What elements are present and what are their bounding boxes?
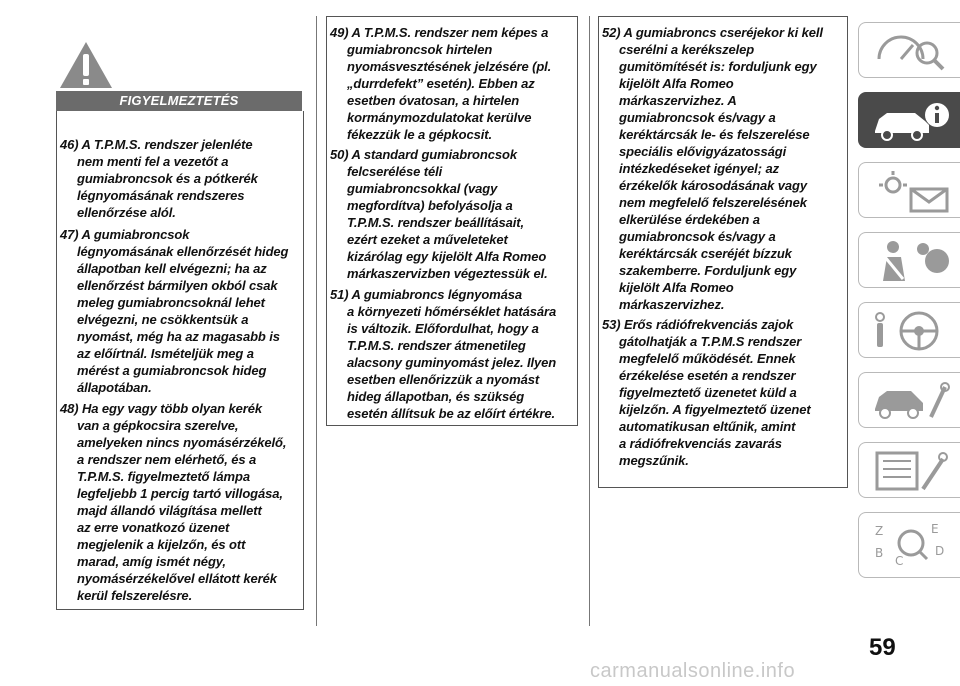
watermark: carmanualsonline.info — [590, 660, 796, 682]
tab-emergency[interactable] — [858, 372, 960, 428]
svg-text:E: E — [931, 522, 939, 536]
warning-item-51: 51) A gumiabroncs légnyomása a környezeti hőmérséklet hatására is változik. Előfordulhat, hogy a T.P.M.S. rendszer átmenetileg alacsony guminyomást jelez. Ilyen esetben ellenőrizzük a nyomást hideg állapotban, és szükség esetén állítsuk be az előírt értékre. — [330, 287, 557, 421]
warning-lights-envelope-icon — [871, 169, 951, 213]
tab-index[interactable] — [858, 512, 960, 578]
tab-safety[interactable] — [858, 232, 960, 288]
warning-item-49: 49) A T.P.M.S. rendszer nem képes a gumiabroncsok hirtelen nyomásvesztésének jelzésére (pl. „durrdefekt” esetén). Ebben az esetben óvatosan, a hirtelen kormánymozdulatokat kerülve fékezzük le a gépkocsit. — [330, 25, 552, 142]
tab-lights-messages[interactable] — [858, 162, 960, 218]
svg-text:Z: Z — [875, 524, 884, 538]
warning-item-47: 47) A gumiabroncsok légnyomásának ellenőrzését hideg állapotban kell elvégezni; ha az ellenőrzést bármilyen okból csak meleg gumiabroncsoknál lehet elvégezni, ne csökkentsük a nyomást, még ha az magasabb is az előírtnál. Ismételjük meg a mérést a gumiabroncsok hideg állapotában. — [60, 227, 289, 395]
tab-maintenance[interactable] — [858, 442, 960, 498]
speedometer-search-icon — [871, 29, 951, 73]
tab-dashboard[interactable] — [858, 22, 960, 78]
warning-item-46: 46) A T.P.M.S. rendszer jelenléte nem menti fel a vezetőt a gumiabroncsok és a pótkerék légnyomásának rendszeres ellenőrzése alól. — [60, 137, 258, 220]
alphabet-index-icon — [871, 521, 951, 565]
svg-text:B: B — [875, 546, 884, 560]
airbag-seatbelt-icon — [871, 239, 951, 283]
warning-item-48: 48) Ha egy vagy több olyan kerék van a gépkocsira szerelve, amelyeken nincs nyomásérzékelő, a rendszer nem elérhető, és a T.P.M.S. figyelmeztető lámpa legfeljebb 1 percig tartó villogása, majd állandó világítása mellett az erre vonatkozó üzenet megjelenik a kijelzőn, és ott marad, amíg ismét négy, nyomásérzékelővel ellátott kerék kerül felszerelésre. — [60, 401, 287, 603]
page-number: 59 — [869, 634, 896, 661]
column-divider — [316, 16, 317, 626]
warning-triangle-icon — [58, 40, 114, 90]
car-wrench-icon — [871, 379, 951, 423]
warning-header: FIGYELMEZTETÉS — [56, 91, 302, 111]
warning-item-53: 53) Erős rádiófrekvenciás zajok gátolhatják a T.P.M.S rendszer megfelelő működését. Ennek érzékelése esetén a rendszer figyelmeztető üzenetet küld a kijelzőn. A figyelmeztető üzenet automatikusan eltűnik, amint a rádiófrekvenciás zavarás megszűnik. — [602, 317, 811, 468]
tab-car-info[interactable] — [858, 92, 960, 148]
car-info-icon — [871, 99, 951, 143]
warning-item-50: 50) A standard gumiabroncsok felcserélése téli gumiabroncsokkal (vagy megfordítva) befolyásolja a T.P.M.S. rendszer beállításait, ezért ezeket a műveleteket kizárólag egy kijelölt Alfa Romeo márkaszervizben végeztessük el. — [330, 147, 548, 281]
svg-text:D: D — [935, 544, 945, 558]
steering-wheel-icon — [871, 309, 951, 353]
column-divider — [589, 16, 590, 626]
tab-driving[interactable] — [858, 302, 960, 358]
warning-item-52: 52) A gumiabroncs cseréjekor ki kell cserélni a kerékszelep gumitömítését is: forduljunk egy kijelölt Alfa Romeo márkaszervizhez. A gumiabroncsok és/vagy a keréktárcsák le- és felszerelése speciális elővigyázatossági intézkedéseket igényel; az érzékelők károsodásának vagy nem megfelelő felszerelésének elkerülése érdekében a gumiabroncsok és/vagy a keréktárcsák cseréjét bízzuk szakemberre. Forduljunk egy kijelölt Alfa Romeo márkaszervizhez. — [602, 25, 823, 312]
svg-text:C: C — [895, 554, 904, 565]
checklist-wrench-icon — [871, 449, 951, 493]
